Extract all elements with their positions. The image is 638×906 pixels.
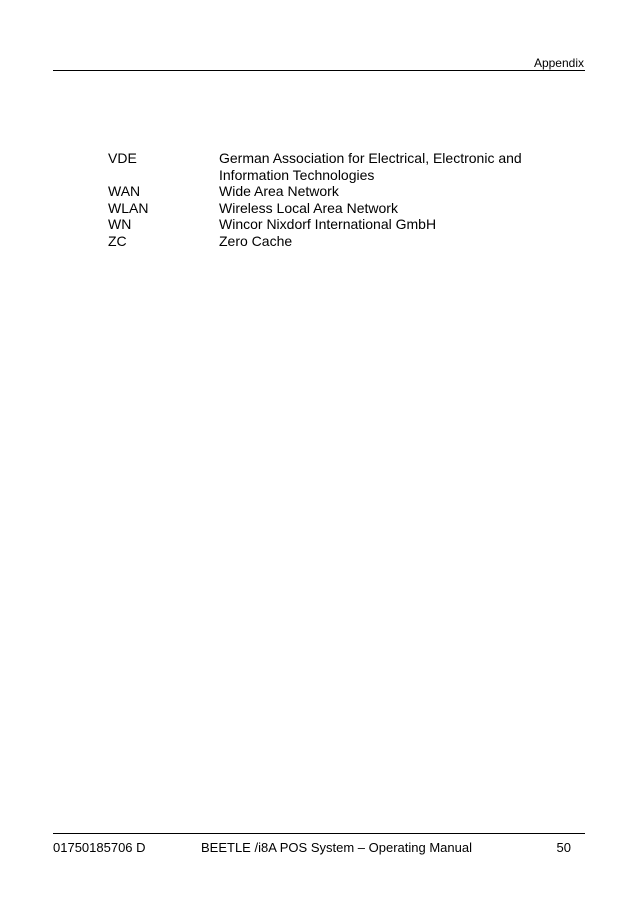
section-title: Appendix — [533, 56, 584, 70]
abbreviation-definition: Wide Area Network — [219, 183, 339, 199]
abbreviation-row — [108, 216, 539, 233]
abbreviation-definition: German Association for Electrical, Electronic and Information Technologies — [219, 150, 522, 183]
page-number: 50 — [556, 840, 571, 855]
document-number: 01750185706 D — [53, 840, 146, 855]
abbreviation-row — [108, 200, 539, 217]
abbreviation-term: VDE — [108, 150, 137, 166]
abbreviation-row — [108, 150, 539, 183]
abbreviation-definition: Wireless Local Area Network — [219, 199, 398, 216]
abbreviation-term: WAN — [108, 183, 141, 199]
abbreviation-definition: Zero Cache — [219, 232, 293, 249]
manual-title: BEETLE /i8A POS System – Operating Manual — [201, 840, 472, 855]
abbreviation-row — [108, 183, 539, 200]
abbreviation-term: WN — [108, 216, 132, 232]
abbreviation-definition: Wincor Nixdorf International GmbH — [219, 216, 437, 232]
header-divider — [53, 70, 585, 71]
footer-divider — [53, 833, 585, 834]
abbreviation-list — [108, 150, 539, 249]
abbreviation-term: WLAN — [108, 199, 149, 216]
abbreviation-row — [108, 233, 539, 250]
abbreviation-term: ZC — [108, 232, 127, 249]
